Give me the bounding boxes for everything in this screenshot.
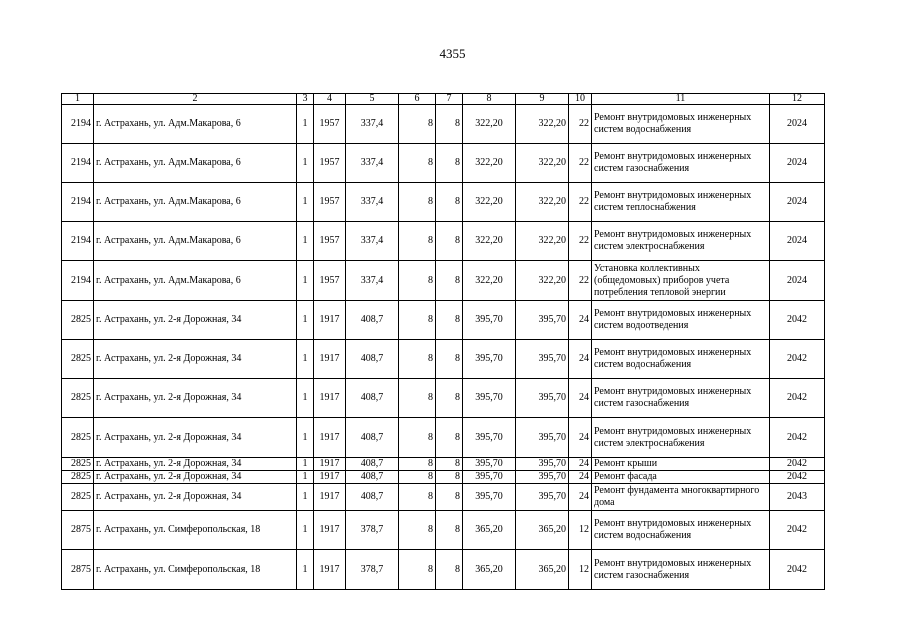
cell-3: 1	[297, 511, 314, 550]
year-built: 1957	[314, 105, 346, 144]
cell-7: 8	[436, 484, 463, 511]
planned-year: 2042	[770, 301, 825, 340]
table-row	[62, 550, 825, 590]
cell-7: 8	[436, 471, 463, 484]
cell-7: 8	[436, 418, 463, 458]
area-value-2: 322,20	[516, 105, 569, 144]
table-row	[62, 458, 825, 471]
table-row	[62, 511, 825, 550]
area-value-1: 322,20	[463, 183, 516, 222]
column-header-2: 2	[94, 94, 297, 105]
row-id: 2825	[62, 301, 94, 340]
area-value-1: 395,70	[463, 340, 516, 379]
cell-3: 1	[297, 301, 314, 340]
year-built: 1917	[314, 418, 346, 458]
address: г. Астрахань, ул. 2-я Дорожная, 34	[94, 458, 297, 471]
cell-7: 8	[436, 301, 463, 340]
cell-6: 8	[399, 144, 436, 183]
cell-6: 8	[399, 471, 436, 484]
planned-year: 2042	[770, 458, 825, 471]
cell-7: 8	[436, 144, 463, 183]
total-area: 408,7	[346, 471, 399, 484]
cell-7: 8	[436, 550, 463, 590]
row-id: 2825	[62, 484, 94, 511]
area-value-2: 365,20	[516, 550, 569, 590]
area-value-1: 395,70	[463, 484, 516, 511]
column-header-10: 10	[569, 94, 592, 105]
work-type: Ремонт внутридомовых инженерных систем водоснабжения	[592, 105, 770, 144]
cell-3: 1	[297, 458, 314, 471]
area-value-2: 395,70	[516, 418, 569, 458]
cell-10: 24	[569, 458, 592, 471]
total-area: 408,7	[346, 379, 399, 418]
cell-6: 8	[399, 418, 436, 458]
work-type: Ремонт внутридомовых инженерных систем водоснабжения	[592, 511, 770, 550]
address: г. Астрахань, ул. Адм.Макарова, 6	[94, 222, 297, 261]
table-row	[62, 301, 825, 340]
area-value-1: 322,20	[463, 144, 516, 183]
area-value-2: 395,70	[516, 471, 569, 484]
cell-7: 8	[436, 105, 463, 144]
work-type: Установка коллективных (общедомовых) приборов учета потребления тепловой энергии	[592, 261, 770, 301]
row-id: 2875	[62, 550, 94, 590]
year-built: 1917	[314, 458, 346, 471]
cell-3: 1	[297, 379, 314, 418]
cell-10: 24	[569, 379, 592, 418]
total-area: 337,4	[346, 144, 399, 183]
total-area: 337,4	[346, 183, 399, 222]
column-header-1: 1	[62, 94, 94, 105]
area-value-2: 395,70	[516, 379, 569, 418]
area-value-2: 365,20	[516, 511, 569, 550]
cell-3: 1	[297, 261, 314, 301]
cell-10: 24	[569, 418, 592, 458]
table-row	[62, 379, 825, 418]
address: г. Астрахань, ул. Адм.Макарова, 6	[94, 144, 297, 183]
table-row	[62, 340, 825, 379]
area-value-1: 365,20	[463, 511, 516, 550]
year-built: 1917	[314, 379, 346, 418]
area-value-1: 395,70	[463, 301, 516, 340]
cell-7: 8	[436, 458, 463, 471]
column-header-11: 11	[592, 94, 770, 105]
cell-3: 1	[297, 471, 314, 484]
work-type: Ремонт внутридомовых инженерных систем газоснабжения	[592, 550, 770, 590]
planned-year: 2042	[770, 511, 825, 550]
area-value-2: 395,70	[516, 484, 569, 511]
area-value-2: 322,20	[516, 261, 569, 301]
address: г. Астрахань, ул. 2-я Дорожная, 34	[94, 418, 297, 458]
year-built: 1957	[314, 222, 346, 261]
page-number: 4355	[439, 46, 466, 61]
cell-6: 8	[399, 261, 436, 301]
work-type: Ремонт внутридомовых инженерных систем газоснабжения	[592, 379, 770, 418]
work-type: Ремонт внутридомовых инженерных систем водоотведения	[592, 301, 770, 340]
work-type: Ремонт фасада	[592, 471, 770, 484]
total-area: 378,7	[346, 511, 399, 550]
address: г. Астрахань, ул. 2-я Дорожная, 34	[94, 301, 297, 340]
cell-7: 8	[436, 379, 463, 418]
cell-3: 1	[297, 340, 314, 379]
planned-year: 2042	[770, 418, 825, 458]
cell-10: 24	[569, 301, 592, 340]
table-row	[62, 471, 825, 484]
address: г. Астрахань, ул. Симферопольская, 18	[94, 550, 297, 590]
work-type: Ремонт внутридомовых инженерных систем электроснабжения	[592, 222, 770, 261]
cell-10: 12	[569, 550, 592, 590]
cell-3: 1	[297, 550, 314, 590]
area-value-1: 322,20	[463, 105, 516, 144]
area-value-1: 395,70	[463, 458, 516, 471]
cell-10: 22	[569, 222, 592, 261]
address: г. Астрахань, ул. 2-я Дорожная, 34	[94, 379, 297, 418]
row-id: 2194	[62, 183, 94, 222]
table-row	[62, 484, 825, 511]
row-id: 2194	[62, 222, 94, 261]
column-header-5: 5	[346, 94, 399, 105]
cell-3: 1	[297, 418, 314, 458]
total-area: 337,4	[346, 261, 399, 301]
total-area: 378,7	[346, 550, 399, 590]
year-built: 1917	[314, 301, 346, 340]
cell-6: 8	[399, 222, 436, 261]
cell-3: 1	[297, 144, 314, 183]
cell-3: 1	[297, 484, 314, 511]
work-type: Ремонт внутридомовых инженерных систем газоснабжения	[592, 144, 770, 183]
capital-repair-table	[61, 93, 825, 590]
cell-6: 8	[399, 301, 436, 340]
cell-10: 22	[569, 261, 592, 301]
work-type: Ремонт крыши	[592, 458, 770, 471]
cell-6: 8	[399, 379, 436, 418]
row-id: 2194	[62, 261, 94, 301]
cell-7: 8	[436, 222, 463, 261]
area-value-1: 322,20	[463, 222, 516, 261]
area-value-1: 395,70	[463, 418, 516, 458]
planned-year: 2042	[770, 471, 825, 484]
planned-year: 2024	[770, 105, 825, 144]
cell-6: 8	[399, 550, 436, 590]
cell-10: 12	[569, 511, 592, 550]
year-built: 1957	[314, 261, 346, 301]
row-id: 2825	[62, 379, 94, 418]
area-value-2: 395,70	[516, 340, 569, 379]
total-area: 337,4	[346, 105, 399, 144]
work-type: Ремонт внутридомовых инженерных систем электроснабжения	[592, 418, 770, 458]
area-value-2: 322,20	[516, 144, 569, 183]
planned-year: 2024	[770, 183, 825, 222]
column-header-8: 8	[463, 94, 516, 105]
table-row	[62, 105, 825, 144]
cell-6: 8	[399, 458, 436, 471]
table-body	[62, 105, 825, 590]
area-value-1: 395,70	[463, 471, 516, 484]
planned-year: 2024	[770, 144, 825, 183]
address: г. Астрахань, ул. 2-я Дорожная, 34	[94, 340, 297, 379]
table-row	[62, 222, 825, 261]
year-built: 1917	[314, 471, 346, 484]
address: г. Астрахань, ул. 2-я Дорожная, 34	[94, 471, 297, 484]
row-id: 2825	[62, 340, 94, 379]
row-id: 2875	[62, 511, 94, 550]
work-type: Ремонт внутридомовых инженерных систем теплоснабжения	[592, 183, 770, 222]
row-id: 2194	[62, 105, 94, 144]
year-built: 1917	[314, 550, 346, 590]
header-row	[62, 94, 825, 105]
cell-6: 8	[399, 511, 436, 550]
column-header-7: 7	[436, 94, 463, 105]
column-header-12: 12	[770, 94, 825, 105]
table-row	[62, 144, 825, 183]
year-built: 1917	[314, 340, 346, 379]
total-area: 408,7	[346, 418, 399, 458]
planned-year: 2042	[770, 379, 825, 418]
column-header-9: 9	[516, 94, 569, 105]
total-area: 408,7	[346, 484, 399, 511]
cell-10: 24	[569, 340, 592, 379]
area-value-2: 395,70	[516, 301, 569, 340]
total-area: 408,7	[346, 458, 399, 471]
year-built: 1957	[314, 144, 346, 183]
planned-year: 2024	[770, 261, 825, 301]
row-id: 2825	[62, 471, 94, 484]
address: г. Астрахань, ул. Симферопольская, 18	[94, 511, 297, 550]
planned-year: 2042	[770, 340, 825, 379]
column-header-6: 6	[399, 94, 436, 105]
cell-10: 22	[569, 105, 592, 144]
planned-year: 2024	[770, 222, 825, 261]
year-built: 1957	[314, 183, 346, 222]
row-id: 2825	[62, 418, 94, 458]
table-row	[62, 418, 825, 458]
area-value-1: 322,20	[463, 261, 516, 301]
cell-10: 22	[569, 183, 592, 222]
address: г. Астрахань, ул. 2-я Дорожная, 34	[94, 484, 297, 511]
total-area: 408,7	[346, 340, 399, 379]
cell-3: 1	[297, 222, 314, 261]
area-value-2: 395,70	[516, 458, 569, 471]
cell-6: 8	[399, 484, 436, 511]
area-value-2: 322,20	[516, 222, 569, 261]
cell-7: 8	[436, 340, 463, 379]
cell-10: 24	[569, 471, 592, 484]
address: г. Астрахань, ул. Адм.Макарова, 6	[94, 105, 297, 144]
work-type: Ремонт внутридомовых инженерных систем водоснабжения	[592, 340, 770, 379]
cell-10: 22	[569, 144, 592, 183]
table-row	[62, 183, 825, 222]
row-id: 2194	[62, 144, 94, 183]
planned-year: 2043	[770, 484, 825, 511]
cell-6: 8	[399, 105, 436, 144]
total-area: 408,7	[346, 301, 399, 340]
area-value-2: 322,20	[516, 183, 569, 222]
cell-3: 1	[297, 183, 314, 222]
address: г. Астрахань, ул. Адм.Макарова, 6	[94, 183, 297, 222]
cell-10: 24	[569, 484, 592, 511]
cell-3: 1	[297, 105, 314, 144]
table-row	[62, 261, 825, 301]
column-header-3: 3	[297, 94, 314, 105]
cell-6: 8	[399, 340, 436, 379]
column-header-4: 4	[314, 94, 346, 105]
work-type: Ремонт фундамента многоквартирного дома	[592, 484, 770, 511]
cell-7: 8	[436, 261, 463, 301]
planned-year: 2042	[770, 550, 825, 590]
year-built: 1917	[314, 484, 346, 511]
area-value-1: 395,70	[463, 379, 516, 418]
total-area: 337,4	[346, 222, 399, 261]
area-value-1: 365,20	[463, 550, 516, 590]
row-id: 2825	[62, 458, 94, 471]
cell-6: 8	[399, 183, 436, 222]
year-built: 1917	[314, 511, 346, 550]
address: г. Астрахань, ул. Адм.Макарова, 6	[94, 261, 297, 301]
cell-7: 8	[436, 511, 463, 550]
cell-7: 8	[436, 183, 463, 222]
